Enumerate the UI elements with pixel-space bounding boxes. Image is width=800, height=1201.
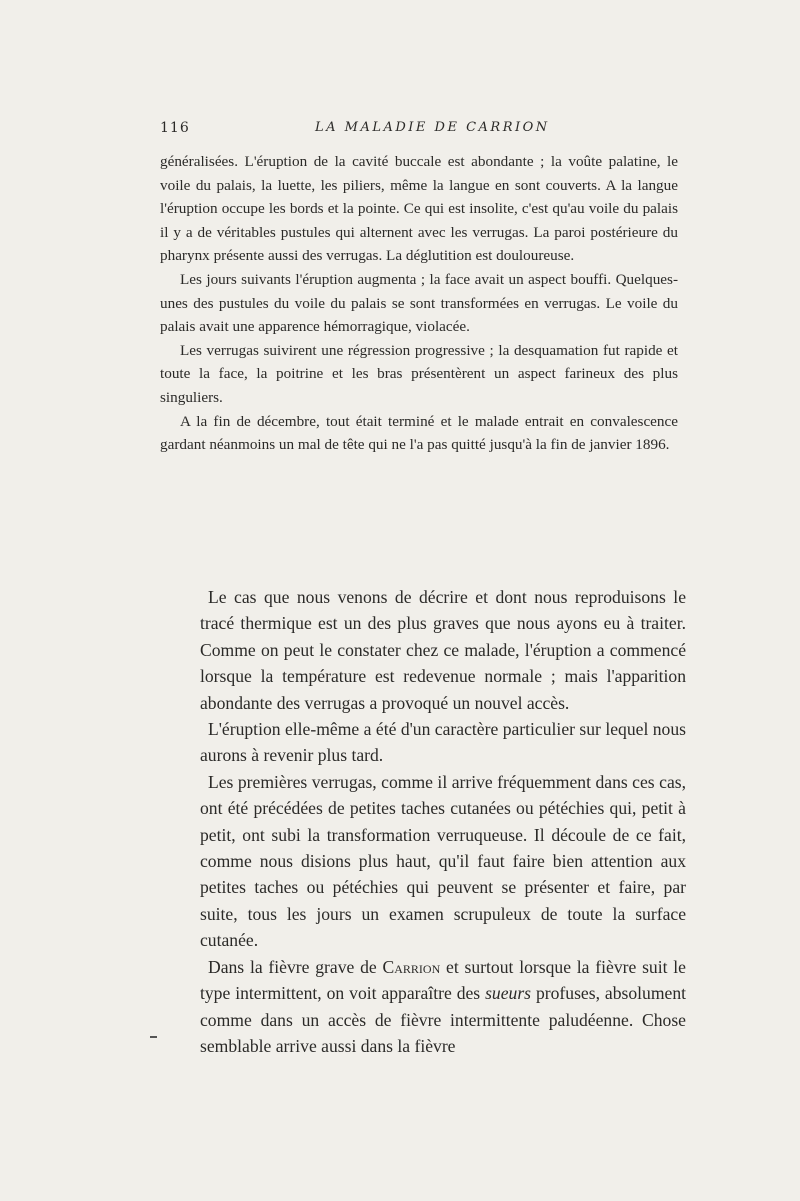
large-paragraph-1: Le cas que nous venons de décrire et dont nous reproduisons le tracé thermique est un des plus graves que nous ayons eu à traiter. Comme on peut le constater chez ce malade, l'éruption a commencé lorsque la température est redevenue normale ; mais l'apparition abondante des verrugas a provoqué un nouvel accès. [200, 587, 686, 713]
page-number: 116 [160, 120, 190, 136]
small-paragraph-2: Les jours suivants l'éruption augmenta ; la face avait un aspect bouffi. Quelques-unes des pustules du voile du palais se sont transformées en verrugas. Le voile du palais avait une apparence hémorragique, violacée. [160, 270, 678, 336]
large-paragraph-4 [200, 954, 686, 1060]
large-paragraph-3: Les premières verrugas, comme il arrive fréquemment dans ces cas, ont été précédées de petites taches cutanées ou pétéchies qui, petit à petit, ont subi la transformation verruqueuse. Il découle de ce fait, comme nous disions plus haut, qu'il faut faire bien attention aux petites taches ou pétéchies qui peuvent se présenter et faire, par suite, tous les jours un examen scrupuleux de toute la surface cutanée. [200, 771, 686, 951]
author-name-carrion: Carrion [382, 956, 441, 977]
small-paragraph-1: généralisées. L'éruption de la cavité buccale est abondante ; la voûte palatine, le voile du palais, la luette, les piliers, même la langue en sont couverts. A la langue l'éruption occupe les bords et la pointe. Ce qui est insolite, c'est qu'au voile du palais il y a de véritables pustules qui alternent avec les verrugas. La paroi postérieure du pharynx présente aussi des verrugas. La déglutition est douloureuse. [160, 153, 678, 265]
case-report-small-text [160, 150, 678, 457]
large-paragraph-2: L'éruption elle-même a été d'un caractère particulier sur lequel nous aurons à revenir plus tard. [200, 719, 686, 766]
small-paragraph-3: Les verrugas suivirent une régression progressive ; la desquamation fut rapide et toute la face, la poitrine et les bras présentèrent un aspect farineux des plus singuliers. [160, 341, 678, 406]
page-header [160, 120, 690, 144]
commentary-text [200, 584, 686, 1059]
p4-text-start: Dans la fièvre grave de [208, 956, 383, 977]
p4-text-end: profuses, absolument comme dans un accès de fièvre intermittente paludéenne. Chose semblable arrive aussi dans la fièvre [200, 983, 687, 1056]
small-paragraph-4: A la fin de décembre, tout était terminé et le malade entrait en convalescence gardant néanmoins un mal de tête qui ne l'a pas quitté jusqu'à la fin de janvier 1896. [160, 412, 678, 454]
italic-term-sueurs: sueurs [485, 983, 532, 1004]
running-title: LA MALADIE DE CARRION [315, 120, 550, 135]
margin-mark [150, 1036, 157, 1038]
p4-text-middle: et surtout lorsque la fièvre suit le type intermittent, on voit apparaître des [200, 956, 686, 1004]
